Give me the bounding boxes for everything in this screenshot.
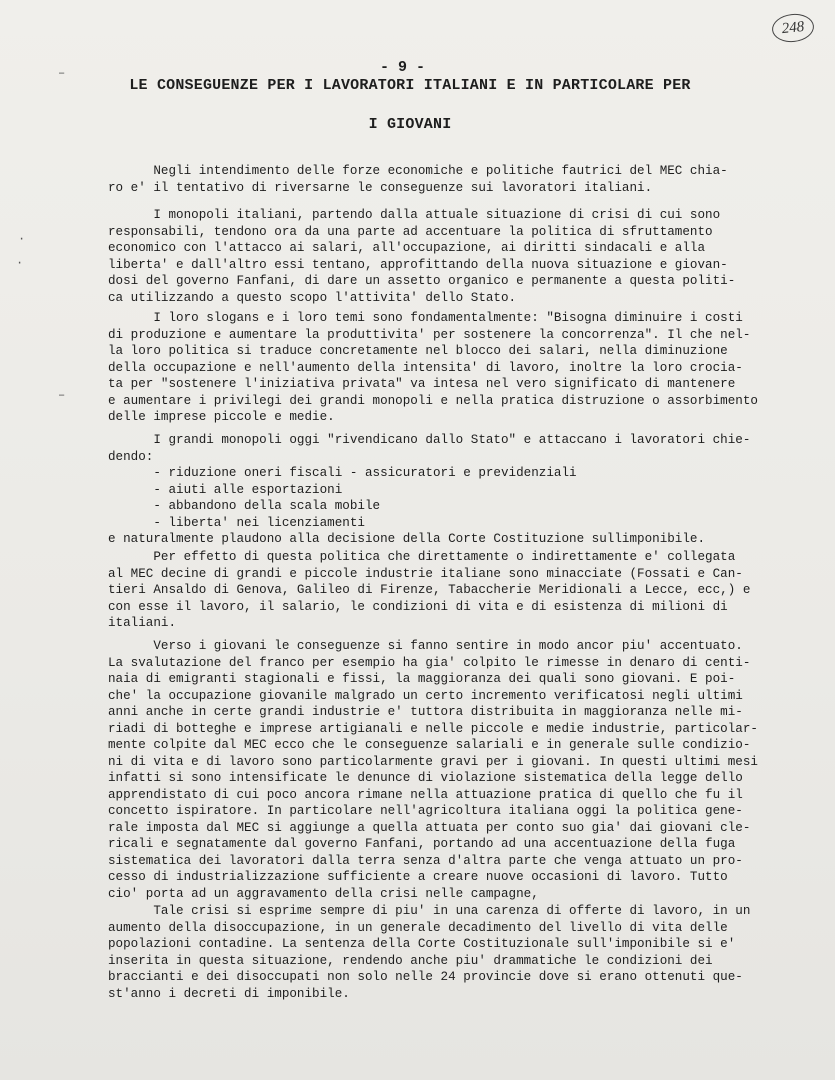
list-item: - riduzione oneri fiscali - assicuratori e previdenziali xyxy=(108,466,577,480)
document-title-line1: LE CONSEGUENZE PER I LAVORATORI ITALIANI E IN PARTICOLARE PER xyxy=(129,77,691,94)
text-line: I monopoli italiani, partendo dalla attuale situazione di crisi di cui sono xyxy=(108,208,721,222)
text-line: della occupazione e nell'aumento della intensita' di lavoro, inoltre la loro crocia- xyxy=(108,360,743,375)
text-line: naia di emigranti stagionali e fissi, la maggioranza dei quali sono giovani. E poi- xyxy=(108,672,736,686)
text-line: responsabili, tendono ora da una parte ad accentuare la politica di sfruttamento xyxy=(108,224,713,239)
paragraph-giovani xyxy=(108,638,808,902)
paragraph-monopoli xyxy=(108,207,808,306)
text-line: ricali e segnatamente dal governo Fanfani, portando ad una accentuazione della fuga xyxy=(108,837,736,851)
text-line: di produzione e aumentare la produttivita' per sostenere la concorrenza". Il che nel- xyxy=(108,327,751,342)
demands-list xyxy=(108,465,808,531)
text-line: italiani. xyxy=(108,616,177,630)
text-line: braccianti e dei disoccupati non solo nelle 24 provincie dove si erano ottenuti que- xyxy=(108,970,743,984)
text-line: Negli intendimento delle forze economiche e politiche fautrici del MEC chia- xyxy=(108,164,728,178)
text-line: ni di vita e di lavoro sono particolarmente gravi per i giovani. In questi ultimi mesi xyxy=(108,754,758,769)
list-item: - liberta' nei licenziamenti xyxy=(108,515,365,530)
text-line: e naturalmente plaudono alla decisione della Corte Costituzione sullimponibile. xyxy=(108,532,706,546)
text-line: dendo: xyxy=(108,449,154,464)
page-number: - 9 - xyxy=(380,59,426,76)
text-line: popolazioni contadine. La sentenza della Corte Costituzionale sull'imponibile si e' xyxy=(108,937,736,951)
text-line: cio' porta ad un aggravamento della crisi nelle campagne, xyxy=(108,886,539,901)
margin-speck: · xyxy=(16,256,24,270)
text-line: anni anche in certe grandi industrie e' tuttora distribuita in maggioranza nelle mi- xyxy=(108,705,743,719)
text-line: e aumentare i privilegi dei grandi monopoli e nella pratica distruzione o assorbimento xyxy=(108,393,758,408)
text-line: ro e' il tentativo di riversarne le conseguenze sui lavoratori italiani. xyxy=(108,180,653,195)
text-line: I loro slogans e i loro temi sono fondamentalmente: "Bisogna diminuire i costi xyxy=(108,311,743,325)
text-line: delle imprese piccole e medie. xyxy=(108,410,335,424)
text-line: con esse il lavoro, il salario, le condizioni di vita e di esistenza di milioni di xyxy=(108,599,728,614)
paragraph-effetto xyxy=(108,549,808,632)
text-line: la loro politica si traduce concretamente nel blocco dei salari, nella diminuzione xyxy=(108,344,728,358)
text-line: st'anno i decreti di imponibile. xyxy=(108,986,350,1001)
margin-dash: – xyxy=(58,66,66,80)
text-line: Per effetto di questa politica che direttamente o indirettamente e' collegata xyxy=(108,550,736,564)
list-item: - aiuti alle esportazioni xyxy=(108,482,343,497)
text-line: economico con l'attacco ai salari, all'occupazione, ai diritti sindacali e alla xyxy=(108,241,706,255)
text-line: apprendistato di cui poco ancora rimane nella attuazione pratica di quello che fu il xyxy=(108,787,743,802)
document-title-line2: I GIOVANI xyxy=(368,116,452,133)
margin-speck: · xyxy=(18,232,26,246)
text-line: I grandi monopoli oggi "rivendicano dallo Stato" e attaccano i lavoratori chie- xyxy=(108,433,751,447)
margin-dash: – xyxy=(58,388,66,402)
text-line: inserita in questa situazione, rendendo anche piu' drammatiche le condizioni dei xyxy=(108,953,713,968)
paragraph-slogans xyxy=(108,310,808,426)
text-line: riadi di botteghe e imprese artigianali e nelle piccole e medie industrie, particolar- xyxy=(108,721,758,736)
text-line: cesso di industrializzazione sufficiente a creare nuove occasioni di lavoro. Tutto xyxy=(108,870,728,884)
text-line: La svalutazione del franco per esempio ha gia' colpito le rimesse in denaro di centi- xyxy=(108,655,751,670)
paragraph-crisi xyxy=(108,903,808,1002)
text-line: rale imposta dal MEC si aggiunge a quella attuata per conto suo gia' dai giovani cle- xyxy=(108,820,751,835)
text-line: ca utilizzando a questo scopo l'attivita' dello Stato. xyxy=(108,290,517,305)
text-line: mente colpite dal MEC ecco che le conseguenze salariali e in generale sulle condizio- xyxy=(108,738,751,752)
paragraph-rivendicano xyxy=(108,432,808,548)
paragraph-intro xyxy=(108,163,808,196)
text-line: Verso i giovani le conseguenze si fanno sentire in modo ancor piu' accentuato. xyxy=(108,639,743,653)
archive-stamp: 248 xyxy=(771,12,816,44)
text-line: ta per "sostenere l'iniziativa privata" va intesa nel vero significato di mantenere xyxy=(108,377,736,391)
text-line: infatti si sono intensificate le denunce di violazione sistematica della legge dello xyxy=(108,771,743,785)
text-line: al MEC decine di grandi e piccole industrie italiane sono minacciate (Fossati e Can- xyxy=(108,566,743,581)
text-line: dosi del governo Fanfani, di dare un assetto organico e permanente a questa politi- xyxy=(108,274,736,288)
text-line: Tale crisi si esprime sempre di piu' in una carenza di offerte di lavoro, in un xyxy=(108,904,751,918)
text-line: aumento della disoccupazione, in un generale decadimento del livello di vita delle xyxy=(108,920,728,935)
text-line: liberta' e dall'altro essi tentano, approfittando della nuova situazione e giovan- xyxy=(108,257,728,272)
list-item: - abbandono della scala mobile xyxy=(108,499,381,513)
text-line: concetto ispiratore. In particolare nell'agricoltura italiana oggi la politica gene- xyxy=(108,804,743,818)
text-line: tieri Ansaldo di Genova, Galileo di Firenze, Tabaccherie Meridionali a Lecce, ecc,) e xyxy=(108,583,751,597)
text-line: che' la occupazione giovanile malgrado un certo incremento verificatosi negli ultimi xyxy=(108,688,743,703)
text-line: sistematica dei lavoratori dalla terra senza d'altra parte che venga attuato un pro- xyxy=(108,853,743,868)
